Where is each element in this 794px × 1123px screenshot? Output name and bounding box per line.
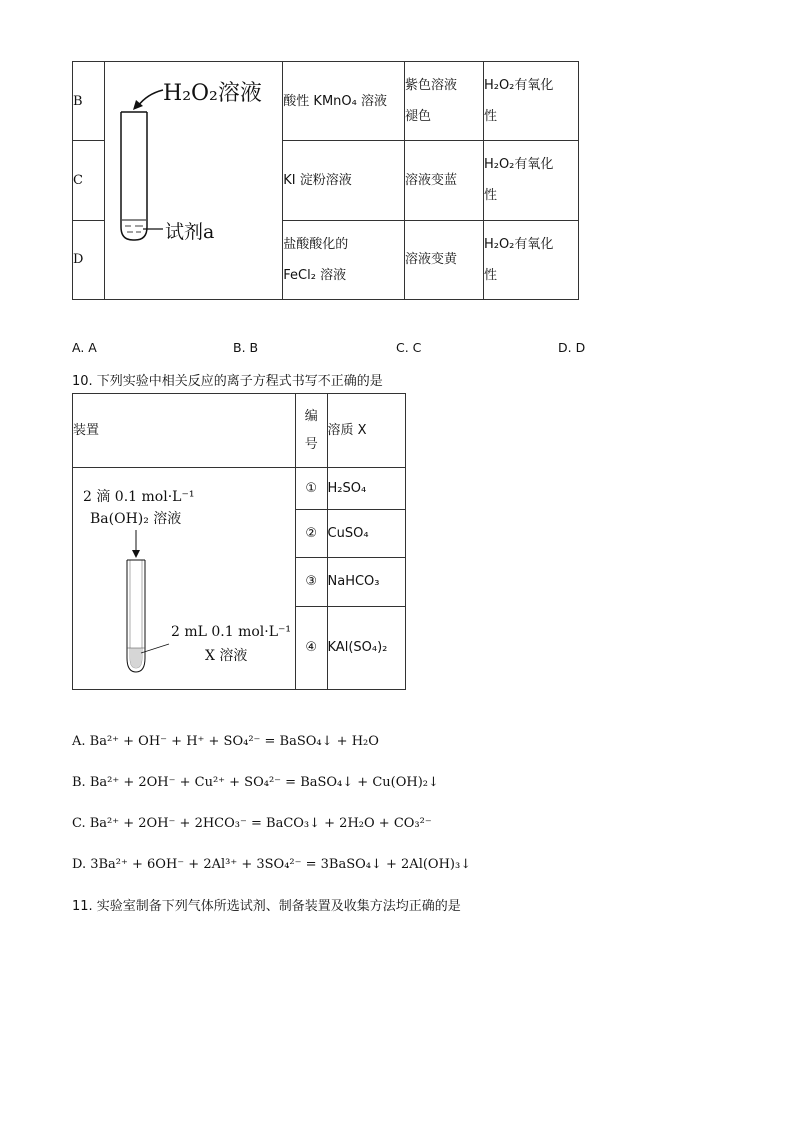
header-solute: 溶质 X [327, 394, 405, 468]
row-number: ④ [296, 606, 328, 689]
ba-oh2-apparatus-figure [73, 468, 296, 690]
h2o2-solution-label: H₂O₂溶液 [163, 81, 262, 106]
conclusion-cell: H₂O₂有氧化性 [483, 141, 578, 220]
reagent-cell: KI 淀粉溶液 [283, 141, 405, 220]
q10-option-a[interactable]: A. Ba²⁺ + OH⁻ + H⁺ + SO₄²⁻ = BaSO₄↓ + H₂O [72, 734, 379, 749]
phenomenon-cell: 溶液变蓝 [404, 141, 483, 220]
q10-option-c[interactable]: C. Ba²⁺ + 2OH⁻ + 2HCO₃⁻ = BaCO₃↓ + 2H₂O + CO₃²⁻ [72, 816, 432, 831]
experiment-table-h2o2 [72, 61, 579, 300]
solute-cell: KAl(SO₄)₂ [327, 606, 405, 689]
q10-option-b[interactable]: B. Ba²⁺ + 2OH⁻ + Cu²⁺ + SO₄²⁻ = BaSO₄↓ + Cu(OH)₂↓ [72, 775, 439, 790]
x-solution-label: X 溶液 [205, 648, 248, 664]
row-label-b: B [73, 62, 105, 141]
row-label-c: C [73, 141, 105, 220]
ba-oh2-solution-label: Ba(OH)₂ 溶液 [90, 511, 182, 527]
header-device: 装置 [73, 394, 296, 468]
q9-option-a[interactable]: A. A [72, 340, 97, 355]
row-label-d: D [73, 220, 105, 299]
q9-option-c[interactable]: C. C [396, 340, 422, 355]
reagent-a-label: 试剂a [165, 221, 215, 243]
solute-cell: NaHCO₃ [327, 558, 405, 606]
header-number: 编号 [296, 394, 328, 468]
question-11-stem: 11. 实验室制备下列气体所选试剂、制备装置及收集方法均正确的是 [72, 899, 461, 914]
reagent-cell: 盐酸酸化的 FeCl₂ 溶液 [283, 220, 405, 299]
q10-option-d[interactable]: D. 3Ba²⁺ + 6OH⁻ + 2Al³⁺ + 3SO₄²⁻ = 3BaSO₄↓ + 2Al(OH)₃↓ [72, 857, 472, 872]
row-number: ① [296, 468, 328, 510]
phenomenon-cell: 溶液变黄 [404, 220, 483, 299]
h2o2-test-tube-figure [105, 62, 283, 300]
solute-cell: H₂SO₄ [327, 468, 405, 510]
conclusion-cell: H₂O₂有氧化性 [483, 220, 578, 299]
ion-equation-table [72, 393, 406, 690]
phenomenon-cell: 紫色溶液褪色 [404, 62, 483, 141]
solute-cell: CuSO₄ [327, 510, 405, 558]
q9-option-b[interactable]: B. B [233, 340, 259, 355]
tube-volume-label: 2 mL 0.1 mol·L⁻¹ [171, 624, 292, 640]
q9-option-d[interactable]: D. D [558, 340, 586, 355]
row-number: ② [296, 510, 328, 558]
question-10-stem: 10. 下列实验中相关反应的离子方程式书写不正确的是 [72, 374, 383, 389]
row-number: ③ [296, 558, 328, 606]
reagent-cell: 酸性 KMnO₄ 溶液 [283, 62, 405, 141]
conclusion-cell: H₂O₂有氧化性 [483, 62, 578, 141]
drop-concentration-label: 2 滴 0.1 mol·L⁻¹ [83, 489, 195, 505]
